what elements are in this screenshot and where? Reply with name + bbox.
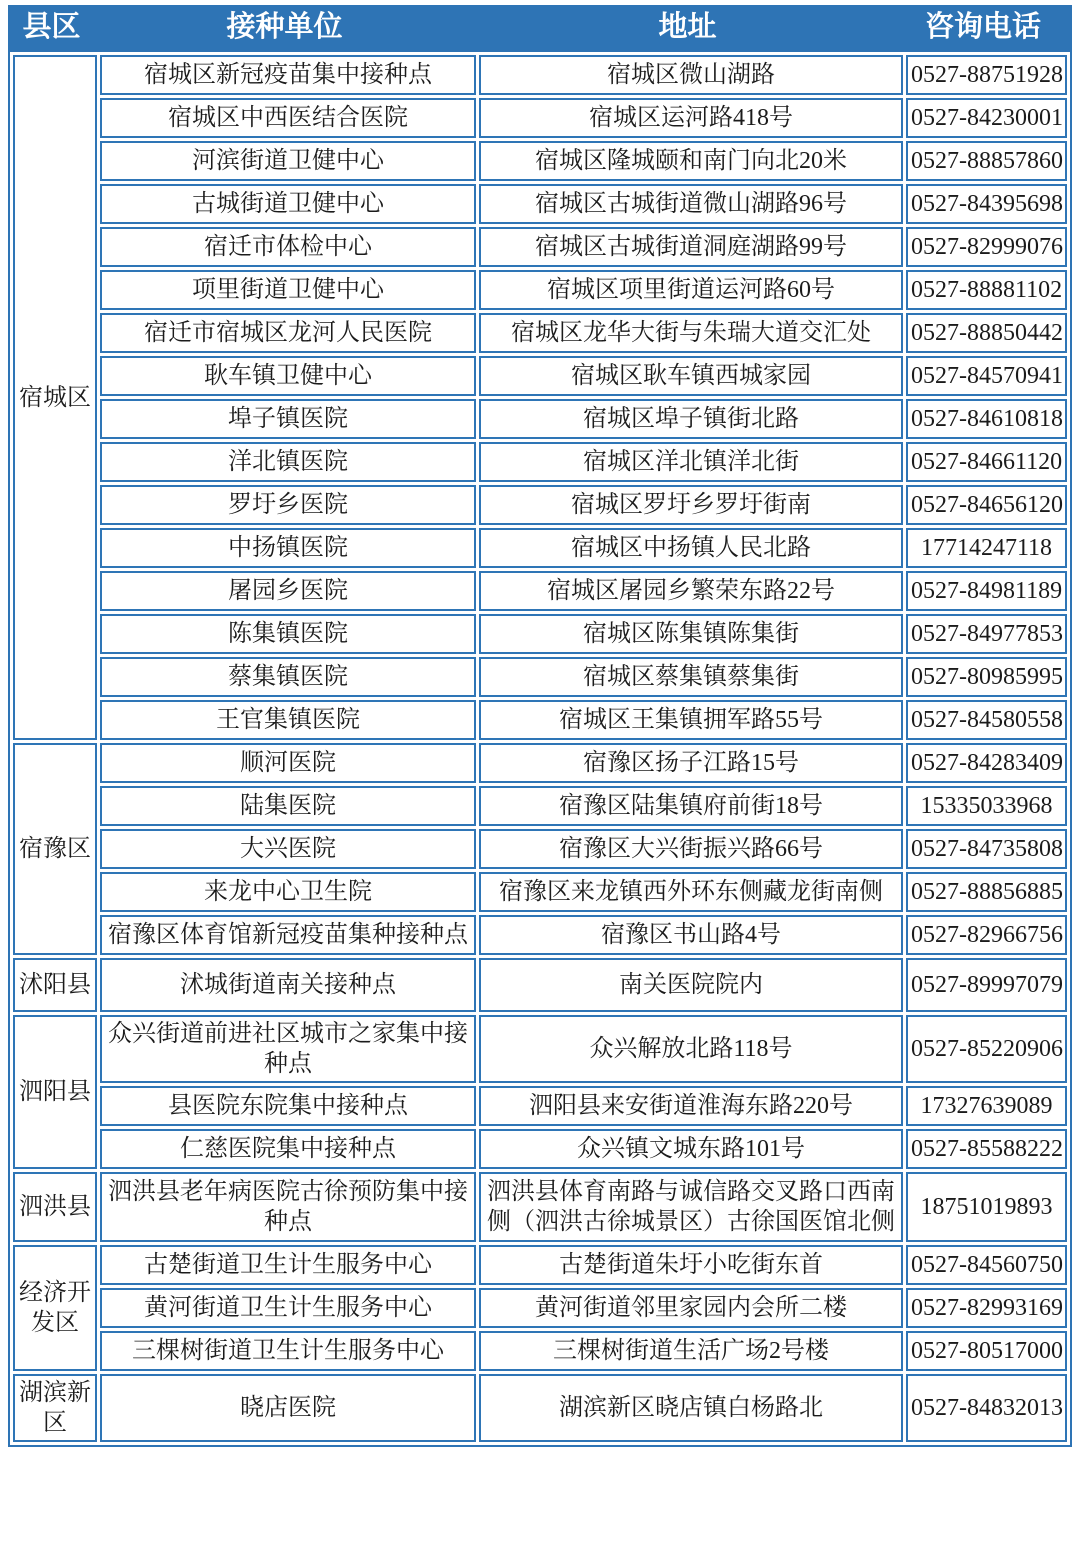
table-row xyxy=(13,1172,1067,1242)
table-row xyxy=(13,1129,1067,1169)
unit-cell: 洋北镇医院 xyxy=(100,442,476,482)
phone-cell: 0527-85588222 xyxy=(906,1129,1067,1169)
table-row xyxy=(13,700,1067,740)
district-cell: 沭阳县 xyxy=(13,958,97,1012)
table-row xyxy=(13,657,1067,697)
address-cell: 宿城区微山湖路 xyxy=(479,55,903,95)
address-cell: 宿豫区扬子江路15号 xyxy=(479,743,903,783)
address-cell: 古楚街道朱圩小吃街东首 xyxy=(479,1245,903,1285)
address-cell: 宿豫区大兴街振兴路66号 xyxy=(479,829,903,869)
phone-cell: 0527-88856885 xyxy=(906,872,1067,912)
address-cell: 宿城区运河路418号 xyxy=(479,98,903,138)
unit-cell: 古城街道卫健中心 xyxy=(100,184,476,224)
phone-cell: 0527-89997079 xyxy=(906,958,1067,1012)
phone-cell: 0527-82993169 xyxy=(906,1288,1067,1328)
unit-cell: 王官集镇医院 xyxy=(100,700,476,740)
unit-cell: 罗圩乡医院 xyxy=(100,485,476,525)
table-row xyxy=(13,1374,1067,1442)
phone-cell: 0527-84570941 xyxy=(906,356,1067,396)
vaccination-table xyxy=(8,50,1072,1447)
address-cell: 宿城区耿车镇西城家园 xyxy=(479,356,903,396)
phone-cell: 0527-84735808 xyxy=(906,829,1067,869)
phone-cell: 0527-84283409 xyxy=(906,743,1067,783)
address-cell: 南关医院院内 xyxy=(479,958,903,1012)
unit-cell: 陈集镇医院 xyxy=(100,614,476,654)
unit-cell: 仁慈医院集中接种点 xyxy=(100,1129,476,1169)
phone-cell: 0527-84580558 xyxy=(906,700,1067,740)
unit-cell: 宿豫区体育馆新冠疫苗集种接种点 xyxy=(100,915,476,955)
unit-cell: 县医院东院集中接种点 xyxy=(100,1086,476,1126)
phone-cell: 15335033968 xyxy=(906,786,1067,826)
phone-cell: 0527-88850442 xyxy=(906,313,1067,353)
unit-cell: 泗洪县老年病医院古徐预防集中接种点 xyxy=(100,1172,476,1242)
unit-cell: 宿迁市宿城区龙河人民医院 xyxy=(100,313,476,353)
address-cell: 宿豫区书山路4号 xyxy=(479,915,903,955)
table-row xyxy=(13,1288,1067,1328)
table-row xyxy=(13,442,1067,482)
phone-cell: 0527-84610818 xyxy=(906,399,1067,439)
table-row xyxy=(13,227,1067,267)
address-cell: 湖滨新区晓店镇白杨路北 xyxy=(479,1374,903,1442)
phone-cell: 0527-84832013 xyxy=(906,1374,1067,1442)
table-row xyxy=(13,485,1067,525)
table-row xyxy=(13,141,1067,181)
phone-cell: 0527-85220906 xyxy=(906,1015,1067,1083)
district-cell: 泗洪县 xyxy=(13,1172,97,1242)
unit-cell: 耿车镇卫健中心 xyxy=(100,356,476,396)
table-row xyxy=(13,1245,1067,1285)
unit-cell: 黄河街道卫生计生服务中心 xyxy=(100,1288,476,1328)
phone-cell: 18751019893 xyxy=(906,1172,1067,1242)
header-cell-district: 县区 xyxy=(22,11,81,43)
phone-cell: 0527-84661120 xyxy=(906,442,1067,482)
phone-cell: 0527-80517000 xyxy=(906,1331,1067,1371)
address-cell: 宿城区洋北镇洋北街 xyxy=(479,442,903,482)
unit-cell: 项里街道卫健中心 xyxy=(100,270,476,310)
phone-cell: 0527-80985995 xyxy=(906,657,1067,697)
district-cell: 宿豫区 xyxy=(13,743,97,955)
table-row xyxy=(13,270,1067,310)
phone-cell: 0527-84395698 xyxy=(906,184,1067,224)
table-row xyxy=(13,528,1067,568)
phone-cell: 17327639089 xyxy=(906,1086,1067,1126)
address-cell: 众兴解放北路118号 xyxy=(479,1015,903,1083)
address-cell: 三棵树街道生活广场2号楼 xyxy=(479,1331,903,1371)
address-cell: 宿城区中扬镇人民北路 xyxy=(479,528,903,568)
unit-cell: 中扬镇医院 xyxy=(100,528,476,568)
unit-cell: 宿城区新冠疫苗集中接种点 xyxy=(100,55,476,95)
address-cell: 宿城区龙华大街与朱瑞大道交汇处 xyxy=(479,313,903,353)
unit-cell: 陆集医院 xyxy=(100,786,476,826)
table-row xyxy=(13,1015,1067,1083)
address-cell: 宿城区古城街道洞庭湖路99号 xyxy=(479,227,903,267)
header-cell-phone: 咨询电话 xyxy=(924,11,1041,43)
unit-cell: 晓店医院 xyxy=(100,1374,476,1442)
address-cell: 宿城区隆城颐和南门向北20米 xyxy=(479,141,903,181)
table-row xyxy=(13,1086,1067,1126)
phone-cell: 0527-88881102 xyxy=(906,270,1067,310)
unit-cell: 宿迁市体检中心 xyxy=(100,227,476,267)
table-row xyxy=(13,356,1067,396)
phone-cell: 0527-88857860 xyxy=(906,141,1067,181)
table-header xyxy=(8,5,1072,50)
table-row xyxy=(13,184,1067,224)
address-cell: 宿城区蔡集镇蔡集街 xyxy=(479,657,903,697)
address-cell: 宿城区项里街道运河路60号 xyxy=(479,270,903,310)
table-row xyxy=(13,614,1067,654)
table-row xyxy=(13,399,1067,439)
address-cell: 宿城区屠园乡繁荣东路22号 xyxy=(479,571,903,611)
district-cell: 宿城区 xyxy=(13,55,97,740)
address-cell: 黄河街道邻里家园内会所二楼 xyxy=(479,1288,903,1328)
address-cell: 宿城区古城街道微山湖路96号 xyxy=(479,184,903,224)
table-row xyxy=(13,313,1067,353)
phone-cell: 0527-84230001 xyxy=(906,98,1067,138)
district-cell: 泗阳县 xyxy=(13,1015,97,1169)
address-cell: 宿城区埠子镇街北路 xyxy=(479,399,903,439)
unit-cell: 河滨街道卫健中心 xyxy=(100,141,476,181)
district-cell: 湖滨新区 xyxy=(13,1374,97,1442)
table-row xyxy=(13,571,1067,611)
address-cell: 宿豫区来龙镇西外环东侧藏龙街南侧 xyxy=(479,872,903,912)
table-row xyxy=(13,872,1067,912)
phone-cell: 0527-84977853 xyxy=(906,614,1067,654)
unit-cell: 来龙中心卫生院 xyxy=(100,872,476,912)
address-cell: 泗阳县来安街道淮海东路220号 xyxy=(479,1086,903,1126)
address-cell: 宿豫区陆集镇府前街18号 xyxy=(479,786,903,826)
unit-cell: 屠园乡医院 xyxy=(100,571,476,611)
address-cell: 宿城区罗圩乡罗圩街南 xyxy=(479,485,903,525)
phone-cell: 0527-82999076 xyxy=(906,227,1067,267)
unit-cell: 三棵树街道卫生计生服务中心 xyxy=(100,1331,476,1371)
address-cell: 泗洪县体育南路与诚信路交叉路口西南侧（泗洪古徐城景区）古徐国医馆北侧 xyxy=(479,1172,903,1242)
address-cell: 宿城区王集镇拥军路55号 xyxy=(479,700,903,740)
table-row xyxy=(13,786,1067,826)
table-row xyxy=(13,958,1067,1012)
unit-cell: 众兴街道前进社区城市之家集中接种点 xyxy=(100,1015,476,1083)
unit-cell: 沭城街道南关接种点 xyxy=(100,958,476,1012)
table-row xyxy=(13,55,1067,95)
district-cell: 经济开发区 xyxy=(13,1245,97,1371)
unit-cell: 顺河医院 xyxy=(100,743,476,783)
table-row xyxy=(13,1331,1067,1371)
header-cell-address: 地址 xyxy=(658,11,717,43)
unit-cell: 宿城区中西医结合医院 xyxy=(100,98,476,138)
header-cell-unit: 接种单位 xyxy=(226,11,343,43)
table-row xyxy=(13,98,1067,138)
phone-cell: 0527-88751928 xyxy=(906,55,1067,95)
phone-cell: 0527-84560750 xyxy=(906,1245,1067,1285)
vaccination-table-body xyxy=(13,55,1067,1442)
table-row xyxy=(13,915,1067,955)
phone-cell: 17714247118 xyxy=(906,528,1067,568)
phone-cell: 0527-82966756 xyxy=(906,915,1067,955)
unit-cell: 埠子镇医院 xyxy=(100,399,476,439)
phone-cell: 0527-84981189 xyxy=(906,571,1067,611)
unit-cell: 古楚街道卫生计生服务中心 xyxy=(100,1245,476,1285)
address-cell: 宿城区陈集镇陈集街 xyxy=(479,614,903,654)
table-row xyxy=(13,743,1067,783)
address-cell: 众兴镇文城东路101号 xyxy=(479,1129,903,1169)
unit-cell: 大兴医院 xyxy=(100,829,476,869)
table-row xyxy=(13,829,1067,869)
unit-cell: 蔡集镇医院 xyxy=(100,657,476,697)
phone-cell: 0527-84656120 xyxy=(906,485,1067,525)
